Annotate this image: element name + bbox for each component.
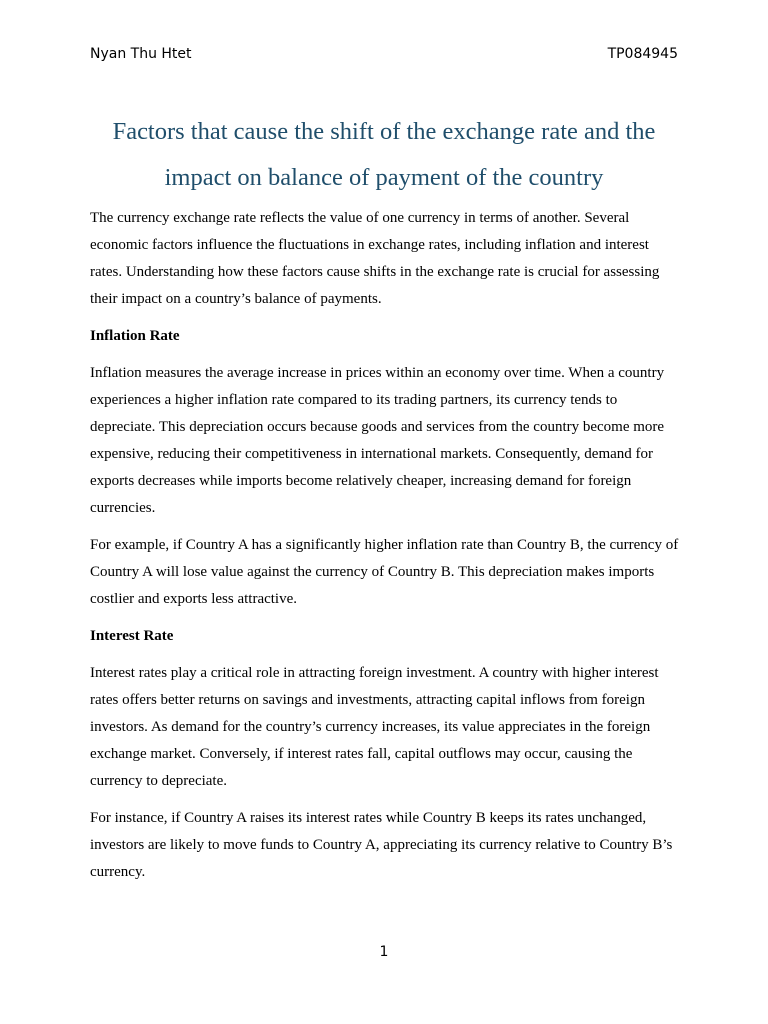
- inflation-paragraph-2: For example, if Country A has a significantly higher inflation rate than Country B, the currency of Country A will lose value against the currency of Country B. This depreciation makes imports costlier and exports less attractive.: [90, 537, 679, 607]
- document-title: Factors that cause the shift of the exchange rate and the impact on balance of payment of the country: [112, 118, 656, 191]
- inflation-paragraph-1: Inflation measures the average increase in prices within an economy over time. When a country experiences a higher inflation rate compared to its trading partners, its currency tends to depreciate. This depreciation occurs because goods and services from the country become more expensive, reducing their competitiveness in international markets. Consequently, demand for exports decreases while imports become relatively cheaper, increasing demand for foreign currencies.: [90, 365, 665, 516]
- interest-paragraph-2: For instance, if Country A raises its interest rates while Country B keeps its rates unchanged, investors are likely to move funds to Country A, appreciating its currency relative to Country B’s currency.: [90, 810, 673, 880]
- author-name: Nyan Thu Htet: [90, 46, 192, 62]
- interest-paragraph-1: Interest rates play a critical role in attracting foreign investment. A country with higher interest rates offers better returns on savings and investments, attracting capital inflows from foreign investors. As demand for the country’s currency increases, its value appreciates in the foreign exchange market. Conversely, if interest rates fall, capital outflows may occur, causing the currency to depreciate.: [90, 665, 659, 789]
- section-heading-inflation: Inflation Rate: [90, 328, 180, 344]
- document-body: [90, 205, 680, 896]
- student-id: TP084945: [607, 46, 678, 62]
- page-number: 1: [379, 944, 389, 960]
- intro-paragraph: The currency exchange rate reflects the value of one currency in terms of another. Several economic factors influence the fluctuations in exchange rates, including inflation and interest rates. Understanding how these factors cause shifts in the exchange rate is crucial for assessing their impact on a country’s balance of payments.: [90, 210, 660, 307]
- page-header: [90, 45, 678, 65]
- section-heading-interest: Interest Rate: [90, 628, 174, 644]
